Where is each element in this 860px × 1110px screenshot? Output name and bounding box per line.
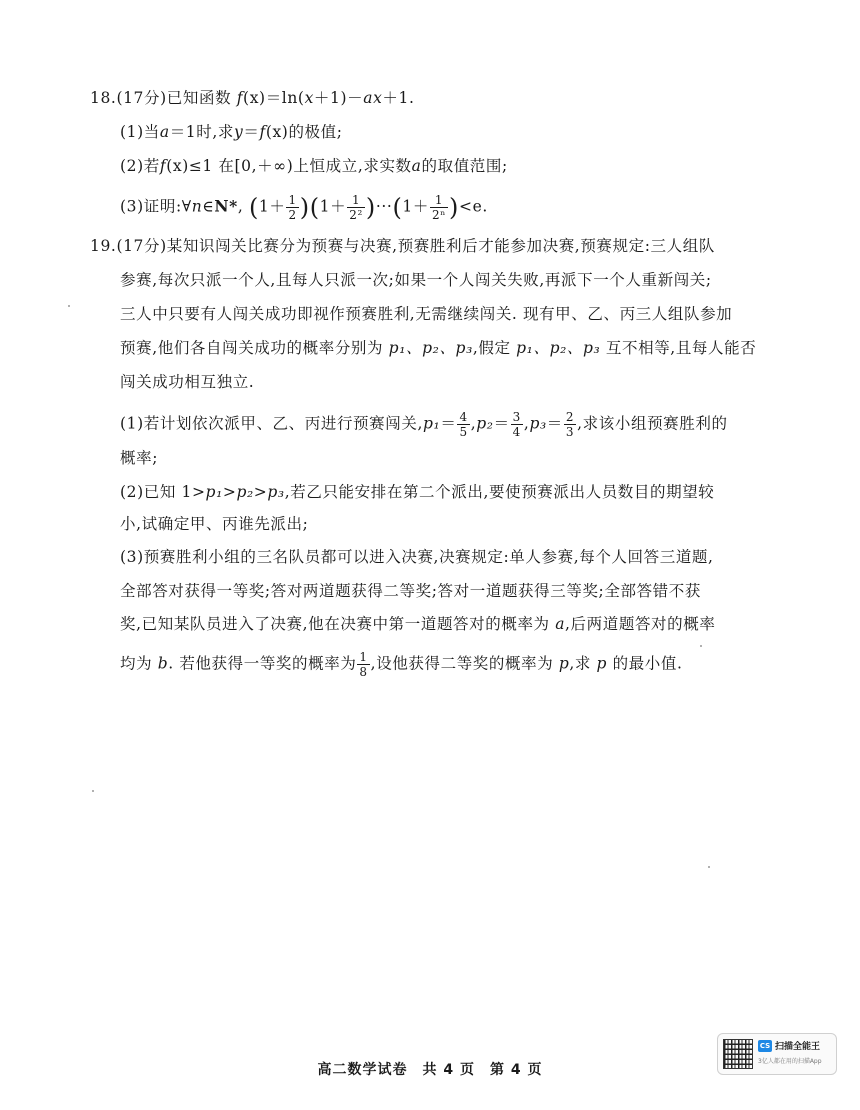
scan-speck	[708, 866, 710, 868]
func-rest: ＋1)－	[313, 89, 364, 107]
q19-sub2	[120, 482, 714, 502]
p2-f: f	[159, 157, 167, 175]
frac-num: 4	[459, 410, 468, 424]
s3d5: 的最小值.	[612, 654, 683, 673]
p3-dots: ···	[375, 197, 393, 216]
p3-n: n	[191, 197, 203, 216]
watermark-subtitle: 3亿人都在用的扫描App	[758, 1058, 822, 1065]
watermark-title: 扫描全能王	[775, 1042, 821, 1052]
s3c2: ,后两道题答对的概率	[565, 615, 716, 633]
p1-pre: (1)当	[120, 123, 160, 141]
func-arg: (x)	[243, 89, 266, 107]
q19-sub1-cont: 概率;	[120, 449, 159, 467]
func-ax: ax	[363, 89, 383, 107]
frac-half	[286, 193, 298, 222]
l4a: 预赛,他们各自闯关成功的概率分别为	[120, 339, 384, 357]
s2-vars: p₁>p₂>p₃	[205, 483, 285, 501]
s1-p3: p₃	[529, 414, 547, 433]
q19-sub2-cont: 小,试确定甲、丙谁先派出;	[120, 515, 309, 533]
q19-line5: 闯关成功相互独立.	[120, 373, 255, 391]
s3d1: 均为	[120, 654, 153, 673]
func-x: x	[304, 89, 314, 107]
p1-mid: ＝1时,求	[169, 123, 234, 141]
scan-speck	[700, 645, 702, 647]
s3d2: . 若他获得一等奖的概率为	[168, 654, 357, 673]
paren-close-1: )	[299, 193, 310, 222]
q19-line2: 参赛,每次只派一个人,且每人只派一次;如果一个人闯关失败,再派下一个人重新闯关;	[120, 271, 712, 289]
frac-num: 1	[288, 193, 297, 207]
func-end: ＋1.	[382, 89, 415, 107]
frac-den: 3	[565, 425, 575, 439]
q18-heading	[90, 88, 415, 108]
p3-one-1: 1＋	[258, 197, 286, 216]
frac-num: 1	[347, 193, 365, 208]
frac-4-5	[457, 410, 469, 439]
s1b: ,求该小组预赛胜利的	[577, 414, 728, 433]
p2-end: 的取值范围;	[421, 157, 508, 175]
p2-mid: ≤1 在[0,＋∞)上恒成立,求实数	[188, 157, 412, 175]
frac-den: 8	[359, 665, 368, 679]
q19-sub3-line3	[120, 614, 715, 634]
cs-logo-icon: CS	[759, 1042, 771, 1050]
func-name: f	[236, 89, 244, 107]
frac-den: 2²	[349, 208, 363, 222]
frac-num: 1	[359, 650, 368, 664]
s1-eq2: ＝	[493, 414, 510, 433]
q18-part3	[120, 193, 488, 222]
frac-3-4	[511, 410, 523, 439]
s1-eq3: ＝	[546, 414, 563, 433]
scan-speck	[68, 305, 70, 307]
frac-den: 5	[459, 425, 468, 439]
frac-den: 4	[512, 425, 521, 439]
paren-open-1: (	[248, 193, 259, 222]
p1-x: (x)	[265, 123, 289, 141]
paren-close-2: )	[365, 193, 376, 222]
s2b: ,若乙只能安排在第二个派出,要使预赛派出人员数目的期望较	[284, 483, 715, 501]
p1-a: a	[159, 123, 170, 141]
frac-2-3	[564, 410, 576, 439]
s2a: (2)已知 1>	[120, 483, 206, 501]
p3-sep: ,	[237, 197, 244, 216]
s3d3: ,设他获得二等奖的概率为	[370, 654, 554, 673]
frac-den: 2	[288, 208, 297, 222]
p1-eq: ＝	[243, 123, 260, 141]
s3d4: ,求	[569, 654, 592, 673]
q19-line3: 三人中只要有人闯关成功即视作预赛胜利,无需继续闯关. 现有甲、乙、丙三人组队参加	[120, 305, 733, 323]
s1-p1: p₁	[422, 414, 441, 433]
frac-den: 2ⁿ	[431, 208, 447, 222]
p1-f: f	[259, 123, 266, 141]
s3-p: p	[558, 654, 570, 673]
q19-line1: 19.(17分)某知识闯关比赛分为预赛与决赛,预赛胜利后才能参加决赛,预赛规定:三人组队	[90, 237, 715, 255]
s3c1: 奖,已知某队员进入了决赛,他在决赛中第一道题答对的概率为	[120, 615, 550, 633]
l4-vars: p₁、p₂、p₃	[388, 339, 473, 357]
s1a: (1)若计划依次派甲、乙、丙进行预赛闯关,	[120, 414, 423, 433]
p2-pre: (2)若	[120, 157, 160, 175]
frac-num: 2	[565, 410, 575, 424]
frac-1-8	[357, 650, 369, 679]
l4c: 互不相等,且每人能否	[605, 339, 757, 357]
l4b: ,假定	[472, 339, 511, 357]
s1-p2: p₂	[476, 414, 494, 433]
p3-in: ∈	[202, 197, 215, 216]
q19-sub1: (1)若计划依次派甲、乙、丙进行预赛闯关,p₁＝ $\frac{4}{5}$ ,p₂＝ $\frac{3}{4}$ ,p₃＝ $\frac{2}{3}$ ,求该小组预赛胜利的	[120, 410, 728, 439]
s1-eq1: ＝	[440, 414, 457, 433]
q19-sub3: (3)预赛胜利小组的三名队员都可以进入决赛,决赛规定:单人参赛,每个人回答三道题,	[120, 548, 714, 566]
paren-close-3: )	[449, 193, 459, 222]
frac-quarter	[347, 193, 365, 222]
func-eq: ＝ln(	[265, 89, 305, 107]
page-footer: 高二数学试卷 共 4 页 第 4 页	[317, 1062, 543, 1078]
p3-naturals: N*	[214, 196, 238, 216]
qr-code-icon	[723, 1039, 753, 1069]
l4-vars2: p₁、p₂、p₃	[516, 339, 601, 357]
scan-speck	[92, 790, 94, 792]
q18-part1	[120, 122, 343, 142]
p2-x: (x)	[166, 157, 189, 175]
paren-open-2: (	[309, 193, 320, 222]
s3-p2: p	[596, 654, 608, 673]
scanner-watermark	[717, 1033, 837, 1075]
s3-b: b	[157, 654, 169, 673]
frac-num: 1	[430, 193, 448, 208]
q18-head-text: 18.(17分)已知函数	[90, 89, 232, 107]
q19-line4	[120, 338, 756, 358]
p3-one-2: 1＋	[319, 197, 347, 216]
p2-a: a	[411, 157, 422, 175]
q18-part2	[120, 156, 508, 176]
p1-end: 的极值;	[288, 123, 343, 141]
q19-sub3-line4	[120, 650, 683, 679]
frac-num: 3	[512, 410, 521, 424]
s3-a: a	[555, 615, 566, 633]
p3-end: <e.	[458, 197, 488, 216]
p3-pre: (3)证明:∀	[120, 197, 192, 216]
p3-one-3: 1＋	[402, 197, 429, 216]
paren-open-3: (	[392, 193, 403, 222]
frac-2n	[430, 193, 448, 222]
p1-y: y	[234, 123, 244, 141]
q19-sub3-line2: 全部答对获得一等奖;答对两道题获得二等奖;答对一道题获得三等奖;全部答错不获	[120, 582, 701, 600]
